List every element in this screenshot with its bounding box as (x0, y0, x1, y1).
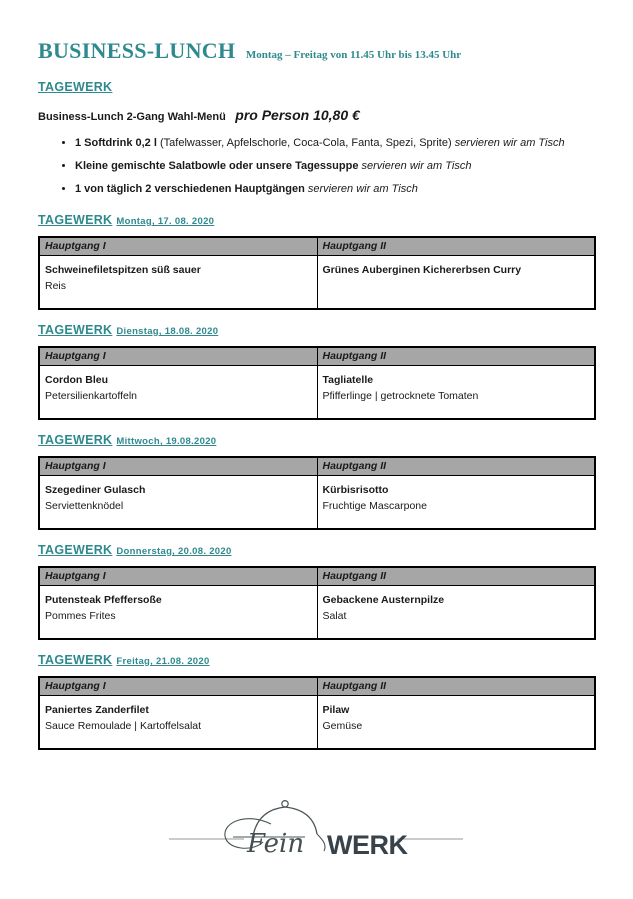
day-section-wednesday (38, 433, 596, 530)
menu-table (38, 346, 596, 420)
bullet-note: servieren wir am Tisch (361, 160, 472, 172)
offer-price: pro Person 10,80 € (235, 107, 360, 123)
dish-cell (39, 365, 317, 419)
day-heading-label: TAGEWERK (38, 543, 113, 557)
offer-bullet-list (38, 136, 596, 196)
dish-cell (39, 475, 317, 529)
dish-title: Paniertes Zanderfilet (45, 703, 149, 716)
dish-cell (317, 255, 595, 309)
day-date: Freitag, 21.08. 2020 (116, 656, 210, 667)
column-header-hauptgang-2: Hauptgang II (317, 237, 595, 255)
day-date: Montag, 17. 08. 2020 (116, 216, 215, 227)
menu-table (38, 676, 596, 750)
offer-intro (38, 106, 596, 126)
column-header-hauptgang-1: Hauptgang I (39, 567, 317, 585)
column-header-hauptgang-1: Hauptgang I (39, 347, 317, 365)
bullet-note: servieren wir am Tisch (454, 137, 565, 149)
menu-table (38, 566, 596, 640)
bullet-lead: 1 von täglich 2 verschiedenen Hauptgängen (75, 183, 305, 195)
day-date: Dienstag, 18.08. 2020 (116, 326, 219, 337)
bullet-lead: 1 Softdrink 0,2 l (75, 137, 157, 149)
table-row (39, 255, 595, 309)
dish-title: Tagliatelle (322, 373, 374, 386)
day-heading (38, 213, 596, 229)
logo-script-text: Fein (246, 829, 304, 859)
menu-table (38, 236, 596, 310)
offer-intro-lead: Business-Lunch 2-Gang Wahl-Menü (38, 111, 226, 123)
day-heading (38, 543, 596, 559)
day-heading-label: TAGEWERK (38, 433, 113, 447)
brand-logo (0, 798, 633, 878)
document-header (38, 40, 596, 63)
dish-title: Szegediner Gulasch (45, 483, 146, 496)
dish-title: Putensteak Pfeffersoße (45, 593, 162, 606)
bullet-lead: Kleine gemischte Salatbowle oder unsere Tagessuppe (75, 160, 359, 172)
day-heading (38, 433, 596, 449)
column-header-hauptgang-1: Hauptgang I (39, 237, 317, 255)
bullet-detail: (Tafelwasser, Apfelschorle, Coca-Cola, Fanta, Spezi, Sprite) (159, 137, 452, 149)
dish-side: Reis (45, 279, 67, 292)
column-header-hauptgang-1: Hauptgang I (39, 457, 317, 475)
column-header-hauptgang-2: Hauptgang II (317, 457, 595, 475)
day-section-friday (38, 653, 596, 750)
dish-cell (317, 695, 595, 749)
column-header-hauptgang-2: Hauptgang II (317, 677, 595, 695)
page-title: BUSINESS-LUNCH (38, 38, 236, 63)
offer-bullet-drink (75, 136, 596, 150)
menu-table (38, 456, 596, 530)
dish-cell (39, 255, 317, 309)
column-header-hauptgang-1: Hauptgang I (39, 677, 317, 695)
day-section-monday (38, 213, 596, 310)
dish-cell (39, 585, 317, 639)
day-heading (38, 653, 596, 669)
table-row (39, 475, 595, 529)
dish-title: Schweinefiletspitzen süß sauer (45, 263, 201, 276)
dish-cell (39, 695, 317, 749)
day-date: Donnerstag, 20.08. 2020 (116, 546, 232, 557)
bullet-note: servieren wir am Tisch (307, 183, 418, 195)
dish-title: Pilaw (322, 703, 350, 716)
column-header-hauptgang-2: Hauptgang II (317, 347, 595, 365)
dish-cell (317, 365, 595, 419)
table-row (39, 695, 595, 749)
offer-bullet-main (75, 182, 596, 196)
dish-title: Kürbisrisotto (322, 483, 389, 496)
logo-wordmark-text: WERK (326, 830, 407, 860)
dish-title: Grünes Auberginen Kichererbsen Curry (322, 263, 522, 276)
offer-bullet-salad (75, 159, 596, 173)
script-swash (317, 834, 325, 851)
dish-side: Pfifferlinge | getrocknete Tomaten (322, 389, 479, 402)
table-row (39, 365, 595, 419)
day-heading-label: TAGEWERK (38, 323, 113, 337)
page-subtitle: Montag – Freitag von 11.45 Uhr bis 13.45 Uhr (245, 49, 462, 61)
dish-cell (317, 475, 595, 529)
dish-side: Fruchtige Mascarpone (322, 499, 427, 512)
day-heading (38, 323, 596, 339)
dish-title: Gebackene Austernpilze (322, 593, 445, 606)
day-section-thursday (38, 543, 596, 640)
dish-cell (317, 585, 595, 639)
brand-logo-graphic (167, 798, 467, 873)
dish-side: Gemüse (322, 719, 363, 732)
day-section-tuesday (38, 323, 596, 420)
day-date: Mittwoch, 19.08.2020 (116, 436, 217, 447)
day-heading-label: TAGEWERK (38, 653, 113, 667)
dish-side: Pommes Frites (45, 609, 116, 622)
cloche-knob-icon (281, 801, 287, 807)
dish-side: Petersilienkartoffeln (45, 389, 138, 402)
dish-side: Salat (322, 609, 347, 622)
dish-side: Serviettenknödel (45, 499, 124, 512)
dish-title: Cordon Bleu (45, 373, 108, 386)
dish-side: Sauce Remoulade | Kartoffelsalat (45, 719, 202, 732)
offer-heading: TAGEWERK (38, 80, 113, 94)
day-heading-label: TAGEWERK (38, 213, 113, 227)
table-row (39, 585, 595, 639)
column-header-hauptgang-2: Hauptgang II (317, 567, 595, 585)
